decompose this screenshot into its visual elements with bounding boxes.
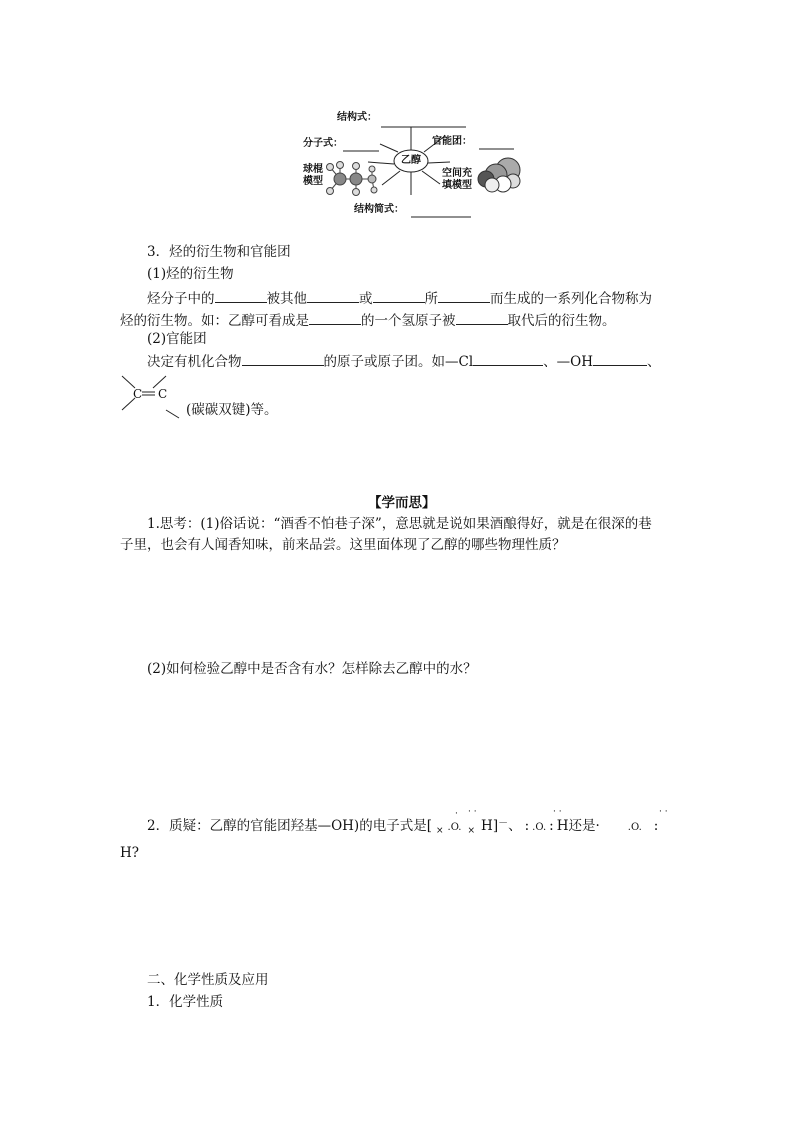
q2-x2: × <box>467 826 476 836</box>
section3-para4: (碳碳双键)等。 <box>186 402 278 418</box>
p3-text-c: 、—OH <box>543 354 593 370</box>
diagram-center-label: 乙醇 <box>401 155 421 166</box>
space-fill-label-2: 填模型 <box>442 180 472 191</box>
cc-right-carbon: C <box>158 387 168 401</box>
p2-text-c: 取代后的衍生物。 <box>507 313 616 329</box>
q2-text-c: 、 <box>508 818 522 834</box>
line-left <box>368 162 394 164</box>
blank-1[interactable] <box>215 290 267 303</box>
q2-o1: .O. <box>447 822 462 833</box>
blank-4[interactable] <box>438 290 490 303</box>
q2-minus: － <box>498 818 509 829</box>
section3-sub1: (1)烃的衍生物 <box>147 266 234 282</box>
p3-text-a: 决定有机化合物 <box>147 354 242 370</box>
cc-left-carbon: C <box>133 387 143 401</box>
q2-line2: H? <box>120 845 140 861</box>
p1-text-e: 而生成的一系列化合物称为 <box>490 291 652 307</box>
think-heading: 【学而思】 <box>368 495 436 511</box>
section3-para3 <box>147 353 661 370</box>
structural-formula-label: 结构式： <box>337 112 377 123</box>
line-bottom-left <box>382 171 400 185</box>
p1-text-b: 被其他 <box>266 291 307 307</box>
diagram-lines <box>0 0 794 230</box>
q2-line1 <box>147 820 658 834</box>
condensed-formula-label: 结构简式： <box>354 204 404 215</box>
space-fill-model <box>478 158 520 192</box>
p1-text-a: 烃分子中的 <box>147 291 215 307</box>
p2-text-b: 的一个氢原子被 <box>361 313 456 329</box>
blank-9[interactable] <box>593 353 647 366</box>
section3-para1 <box>147 290 652 307</box>
blank-8[interactable] <box>473 353 543 366</box>
blank-5[interactable] <box>309 312 361 325</box>
electron-dots-1: · <box>455 809 458 819</box>
q2-text-d: H还是· <box>556 818 600 834</box>
ball-stick-model <box>327 162 378 196</box>
section3-sub2: (2)官能团 <box>147 331 207 347</box>
blank-2[interactable] <box>307 290 359 303</box>
q1-line2: 子里，也会有人闻香知味，前来品尝。这里面体现了乙醇的哪些物理性质？ <box>120 537 566 553</box>
q2-text-a: 2．质疑：乙醇的官能团羟基—OH)的电子式是[ <box>147 818 432 834</box>
p2-text-a: 烃的衍生物。如：乙醇可看成是 <box>120 313 309 329</box>
p1-text-c: 或 <box>359 291 373 307</box>
q2-x1: × <box>435 826 444 836</box>
electron-dots-4: · · <box>659 807 668 817</box>
q2-text-b: H] <box>481 818 499 834</box>
ball-stick-label-2: 模型 <box>303 176 323 187</box>
p1-text-d: 所 <box>424 291 438 307</box>
q1-part2: (2)如何检验乙醇中是否含有水？怎样除去乙醇中的水？ <box>147 661 477 677</box>
molecular-formula-label: 分子式： <box>303 138 343 149</box>
line-bottom-right <box>422 171 440 184</box>
line-top-left <box>380 144 398 152</box>
space-fill-label-1: 空间充 <box>442 168 472 179</box>
ball-stick-label-1: 球棍 <box>303 164 323 175</box>
q2-colon2: : <box>549 818 554 834</box>
blank-6[interactable] <box>456 312 508 325</box>
cc-double-bond-structure <box>115 372 185 422</box>
q1-line1: 1.思考：(1)俗话说：“酒香不怕巷子深”，意思就是说如果酒酿得好，就是在很深的巷 <box>147 516 652 532</box>
q2-colon3: : <box>653 818 659 834</box>
blank-3[interactable] <box>373 290 425 303</box>
section3-para2 <box>120 312 616 329</box>
p3-text-d: 、 <box>647 354 661 370</box>
q2-colon1: : <box>524 818 530 834</box>
section3-title: 3．烃的衍生物和官能团 <box>147 244 291 260</box>
section2-sub1: 1．化学性质 <box>147 994 224 1010</box>
q2-o2: .O. <box>532 822 547 833</box>
section2-title: 二、化学性质及应用 <box>147 972 269 988</box>
q2-o3: .O. <box>627 822 642 833</box>
blank-7[interactable] <box>242 353 324 366</box>
p3-text-b: 的原子或原子团。如—Cl <box>323 354 474 370</box>
electron-dots-3: · · <box>553 807 562 817</box>
electron-dots-2: · · <box>468 807 477 817</box>
line-right <box>428 162 450 163</box>
functional-group-label: 官能团： <box>432 136 472 147</box>
